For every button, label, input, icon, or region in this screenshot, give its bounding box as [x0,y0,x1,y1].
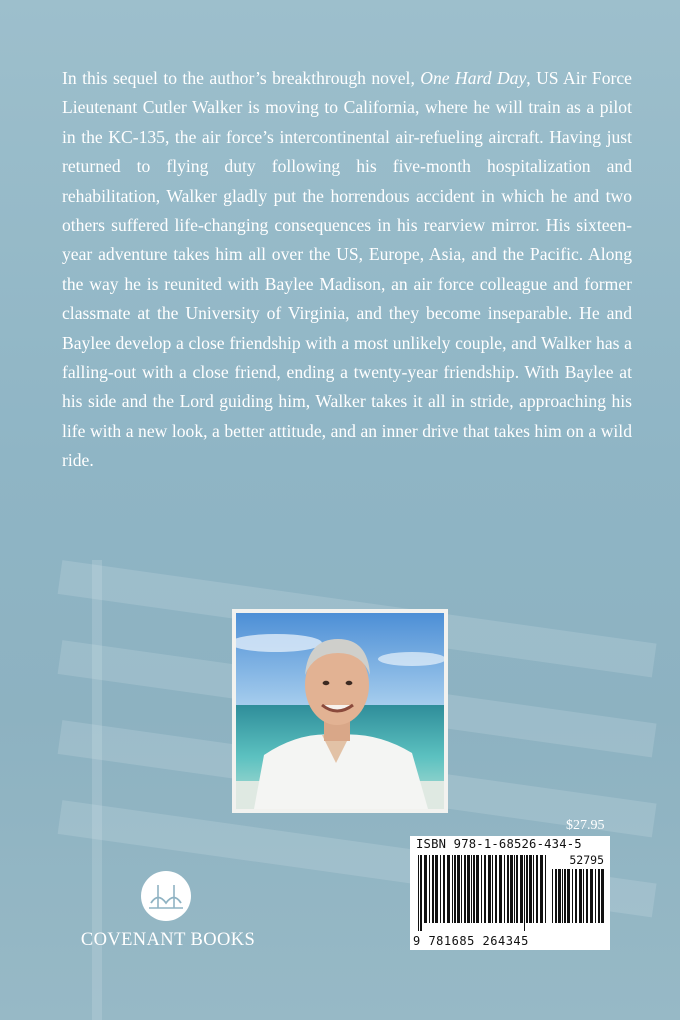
price-addon-digits: 52795 [569,853,604,867]
barcode-bar [447,855,450,923]
barcode-bar [476,855,479,923]
barcode-bar [567,869,570,923]
barcode-bar [529,855,532,923]
barcode-bar [432,855,434,923]
barcode-bar [488,855,491,923]
barcode-bar [526,855,528,923]
barcode-bar [420,855,422,931]
barcode-bar [467,855,470,923]
barcode-bar [499,855,502,923]
publisher-name: COVENANT BOOKS [80,930,256,950]
flag-pole [92,560,102,1020]
barcode-bar [424,855,427,923]
barcode-bar [572,869,573,923]
barcode-bar [473,855,475,923]
barcode-bar [558,869,561,923]
barcode-bar [586,869,588,923]
barcode-bar [457,855,460,923]
isbn-barcode [410,836,610,950]
barcode-bar [583,869,584,923]
price: $27.95 [566,818,605,833]
addon-barcode-bars [552,869,604,931]
author-photo [236,613,444,809]
barcode-bar [520,855,523,923]
barcode-bar [429,855,430,923]
barcode-bar [552,869,553,923]
barcode-bar [464,855,466,923]
author-photo-frame [232,609,448,813]
barcode-bar [454,855,456,923]
barcode-bar [575,869,577,923]
barcode-bar [590,869,593,923]
barcode-bar [484,855,486,923]
barcode-bar [524,855,525,931]
barcode-bar [564,869,566,923]
blurb-intro: In this sequel to the author’s breakthrough novel, [62,68,421,88]
barcode-bar [601,869,604,923]
barcode-bar [562,869,563,923]
barcode-bar [461,855,462,923]
barcode-bar [492,855,493,923]
barcode-bar [595,869,596,923]
barcode-bar [504,855,505,923]
barcode-bar [452,855,453,923]
barcode-bar [536,855,538,923]
ean-digits: 9 781685 264345 [413,934,529,948]
book-blurb [62,64,632,476]
barcode-bar [579,869,582,923]
barcode-bar [471,855,472,923]
barcode-bar [545,855,546,923]
barcode-bar [514,855,515,923]
barcode-bar [598,869,600,923]
isbn-label: ISBN 978-1-68526-434-5 [416,837,582,851]
publisher-logo [140,870,192,922]
barcode-bar [510,855,513,923]
barcode-bar [533,855,534,923]
barcode-bar [443,855,445,923]
barcode-bar [481,855,482,923]
blurb-body: , US Air Force Lieutenant Cutler Walker is moving to California, where he will train as a pilot in the KC-135, the air force’s intercontinental air-refueling aircraft. Having just returned to flying duty following his five-month hospitalization and rehabilitation, Walker gladly put the horrendous accident in which he and two others suffered life-changing consequences in his rearview mirror. His sixteen-year adventure takes him all over the US, Europe, Asia, and the Pacific. Along the way he is reunited with Baylee Madison, an air force colleague and former classmate at the University of Virginia, and they become inseparable. He and Baylee develop a close friendship with a most unlikely couple, and Walker has a falling-out with a close friend, ending a twenty-year friendship. With Baylee at his side and the Lord guiding him, Walker takes it all in stride, approaching his life with a new look, a better attitude, and an inner drive that takes him on a wild ride. [62,68,632,471]
prior-book-title: One Hard Day [420,68,527,88]
barcode-bar [540,855,543,923]
barcode-bar [555,869,557,923]
barcode-bar [507,855,509,923]
ean-barcode-bars [418,855,548,931]
barcode-bar [418,855,419,931]
barcode-bar [435,855,438,923]
barcode-bar [516,855,518,923]
barcode-bar [495,855,497,923]
barcode-bar [440,855,441,923]
